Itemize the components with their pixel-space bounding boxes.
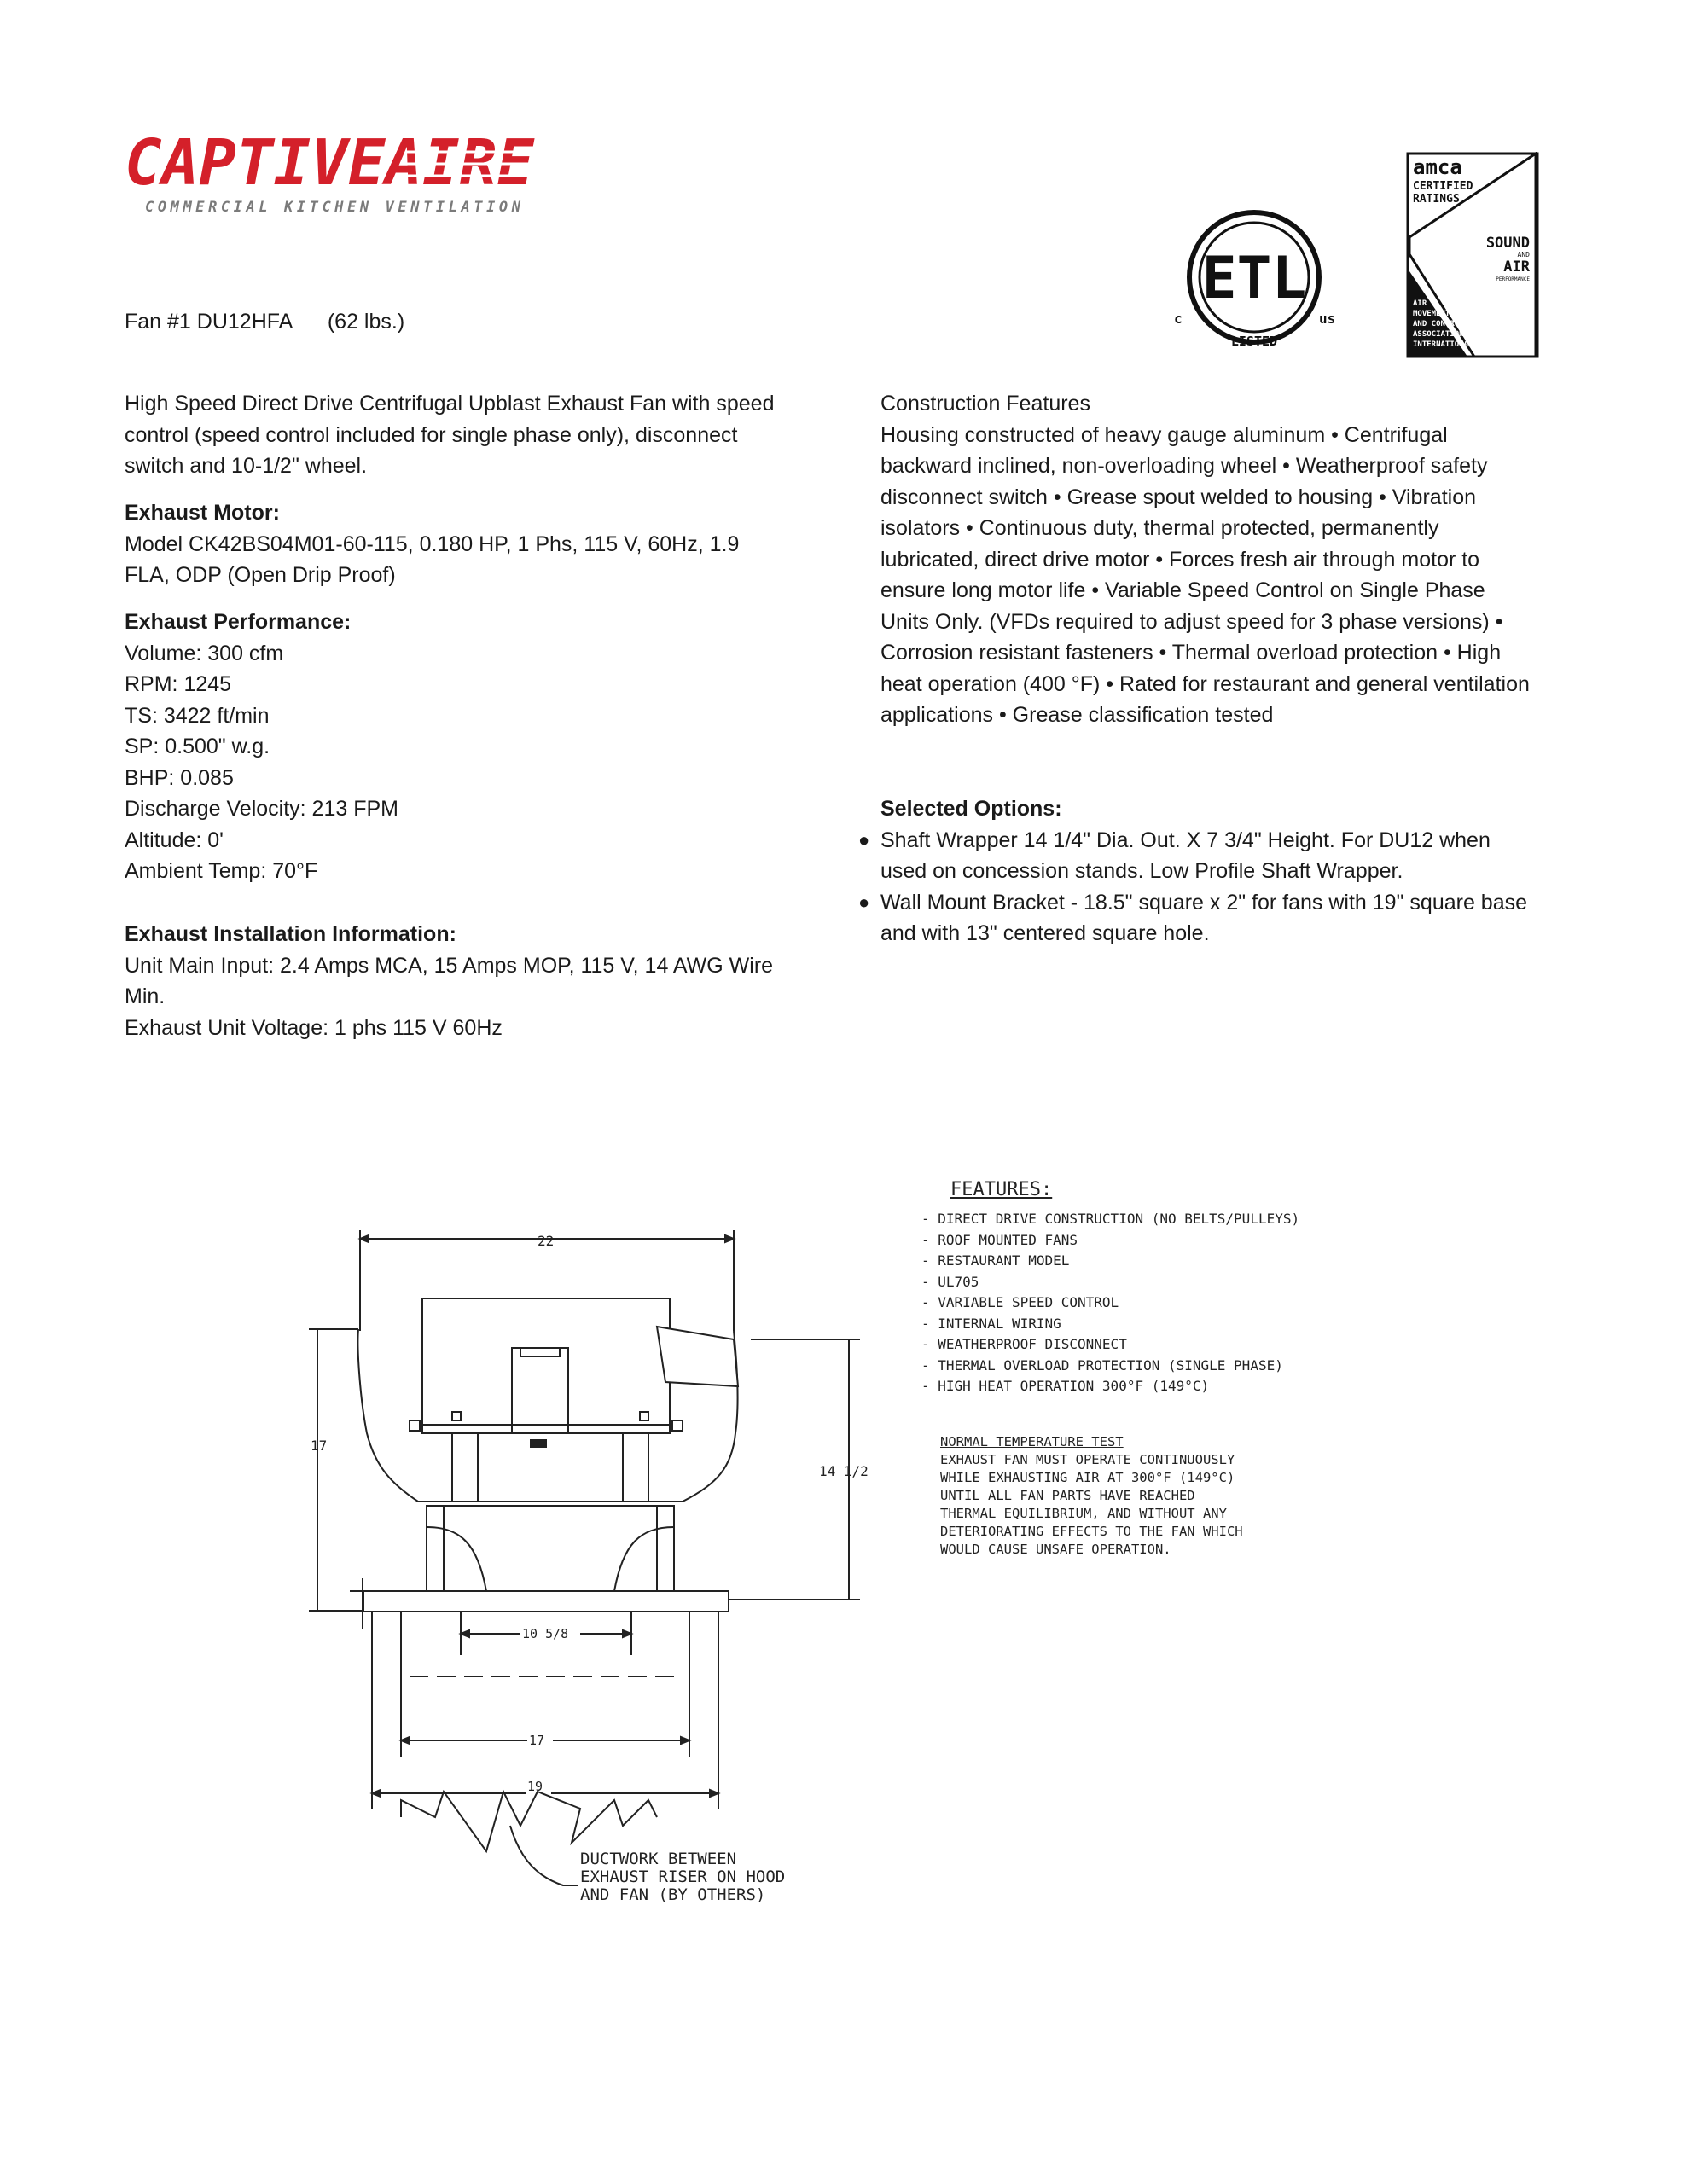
etl-mark-text: ETL xyxy=(1201,245,1307,312)
amca-org-line: INTERNATIONAL, INC. xyxy=(1413,340,1501,349)
installation-heading: Exhaust Installation Information: xyxy=(125,922,456,946)
temperature-test-line: EXHAUST FAN MUST OPERATE CONTINUOUSLY xyxy=(940,1452,1235,1467)
captiveaire-logo-graphic xyxy=(125,128,543,222)
exhaust-motor-line: Model CK42BS04M01-60-115, 0.180 HP, 1 Phs, 115 V, 60Hz, 1.9 xyxy=(125,531,740,556)
installation-line: Exhaust Unit Voltage: 1 phs 115 V 60Hz xyxy=(125,1015,503,1040)
construction-line: applications • Grease classification tested xyxy=(880,703,1274,727)
bullet-icon: ● xyxy=(858,828,870,851)
temperature-test-line: THERMAL EQUILIBRIUM, AND WITHOUT ANY xyxy=(940,1506,1227,1521)
construction-line: ensure long motor life • Variable Speed Control on Single Phase xyxy=(880,578,1485,602)
amca-org-line: ASSOCIATION xyxy=(1413,330,1464,339)
feature-item: - ROOF MOUNTED FANS xyxy=(921,1231,1078,1248)
logo-wordmark: CAPTIVEAIRE xyxy=(125,128,536,200)
construction-line: Housing constructed of heavy gauge aluminum • Centrifugal xyxy=(880,422,1448,447)
construction-line: lubricated, direct drive motor • Forces fresh air through motor to xyxy=(880,547,1480,572)
exhaust-motor-section xyxy=(125,497,807,591)
description-line: control (speed control included for single phase only), disconnect xyxy=(125,422,738,447)
temperature-test-line: DETERIORATING EFFECTS TO THE FAN WHICH xyxy=(940,1524,1243,1539)
amca-performance-text: PERFORMANCE xyxy=(1496,276,1530,282)
performance-ambient-temp: Ambient Temp: 70°F xyxy=(125,859,318,883)
fan-technical-drawing xyxy=(290,1211,887,1928)
ductwork-note-line: AND FAN (BY OTHERS) xyxy=(580,1885,766,1904)
amca-and-text: AND xyxy=(1517,251,1530,258)
amca-title: amca xyxy=(1413,155,1462,179)
amca-org-line: AND CONTROL xyxy=(1413,320,1464,328)
dim-top-label: 22 xyxy=(538,1233,555,1249)
option-item xyxy=(858,887,1563,950)
feature-item: - UL705 xyxy=(921,1273,979,1290)
option-line: and with 13" centered square hole. xyxy=(880,921,1210,945)
etl-us-text: us xyxy=(1319,311,1336,327)
option-line: Wall Mount Bracket - 18.5" square x 2" for fans with 19" square base xyxy=(880,890,1528,915)
construction-features-section xyxy=(880,388,1563,731)
fan-weight: (62 lbs.) xyxy=(327,310,405,334)
temperature-test-panel xyxy=(940,1433,1243,1559)
amca-org-line: AIR xyxy=(1413,299,1427,308)
selected-options-section xyxy=(858,793,1563,950)
dim-curb-inner-label: 17 xyxy=(529,1733,545,1748)
temperature-test-line: WOULD CAUSE UNSAFE OPERATION. xyxy=(940,1542,1171,1557)
amca-certified-seal xyxy=(1406,152,1539,358)
temperature-test-line: UNTIL ALL FAN PARTS HAVE REACHED xyxy=(940,1488,1195,1503)
performance-altitude: Altitude: 0' xyxy=(125,828,224,852)
fan-model-label: Fan #1 DU12HFA xyxy=(125,310,292,334)
etl-listed-mark xyxy=(1169,209,1339,354)
installation-line: Min. xyxy=(125,985,166,1008)
temperature-test-line: WHILE EXHAUSTING AIR AT 300°F (149°C) xyxy=(940,1470,1235,1485)
dim-inner-label: 10 5/8 xyxy=(522,1626,569,1641)
etl-c-text: c xyxy=(1174,311,1183,327)
option-item xyxy=(858,825,1563,887)
exhaust-motor-heading: Exhaust Motor: xyxy=(125,501,280,525)
construction-line: Units Only. (VFDs required to adjust speed for 3 phase versions) • xyxy=(880,609,1503,634)
etl-listed-text: LISTED xyxy=(1230,334,1278,349)
performance-bhp: BHP: 0.085 xyxy=(125,765,234,790)
dim-curb-outer-label: 19 xyxy=(527,1779,543,1794)
exhaust-performance-section xyxy=(125,607,807,887)
construction-line: isolators • Continuous duty, thermal protected, permanently xyxy=(880,516,1439,540)
option-line: Shaft Wrapper 14 1/4" Dia. Out. X 7 3/4" Height. For DU12 when xyxy=(880,828,1491,852)
fan-title xyxy=(125,306,404,338)
features-heading: FEATURES: xyxy=(950,1179,1053,1200)
ductwork-note-line: EXHAUST RISER ON HOOD xyxy=(580,1867,786,1886)
amca-sound-text: SOUND xyxy=(1485,235,1530,252)
feature-item: - WEATHERPROOF DISCONNECT xyxy=(921,1336,1127,1352)
construction-line: disconnect switch • Grease spout welded to housing • Vibration xyxy=(880,485,1476,509)
ductwork-note-line: DUCTWORK BETWEEN xyxy=(580,1850,737,1868)
description-line: High Speed Direct Drive Centrifugal Upblast Exhaust Fan with speed xyxy=(125,392,775,415)
amca-certified-text: CERTIFIED xyxy=(1413,180,1473,193)
exhaust-motor-line: FLA, ODP (Open Drip Proof) xyxy=(125,563,396,587)
ductwork-note xyxy=(580,1850,785,1904)
amca-air-text: AIR xyxy=(1503,258,1530,276)
performance-ts: TS: 3422 ft/min xyxy=(125,703,270,728)
feature-item: - DIRECT DRIVE CONSTRUCTION (NO BELTS/PULLEYS) xyxy=(921,1211,1300,1227)
dim-right-label: 14 1/2 xyxy=(819,1463,869,1479)
feature-item: - INTERNAL WIRING xyxy=(921,1315,1061,1332)
installation-line: Unit Main Input: 2.4 Amps MCA, 15 Amps MOP, 115 V, 14 AWG Wire xyxy=(125,953,774,978)
description-line: switch and 10-1/2" wheel. xyxy=(125,454,368,478)
option-line: used on concession stands. Low Profile Shaft Wrapper. xyxy=(880,859,1403,883)
construction-line: Corrosion resistant fasteners • Thermal overload protection • High xyxy=(880,641,1502,665)
performance-rpm: RPM: 1245 xyxy=(125,672,232,696)
feature-item: - RESTAURANT MODEL xyxy=(921,1252,1070,1269)
temperature-test-heading: NORMAL TEMPERATURE TEST xyxy=(940,1434,1124,1449)
construction-heading: Construction Features xyxy=(880,392,1090,415)
installation-section xyxy=(125,919,807,1043)
construction-line: heat operation (400 °F) • Rated for restaurant and general ventilation xyxy=(880,671,1530,696)
feature-item: - VARIABLE SPEED CONTROL xyxy=(921,1294,1119,1310)
construction-line: backward inclined, non-overloading wheel • Weatherproof safety xyxy=(880,454,1488,478)
selected-options-heading: Selected Options: xyxy=(880,797,1062,821)
fan-description xyxy=(125,388,807,482)
feature-item: - THERMAL OVERLOAD PROTECTION (SINGLE PHASE) xyxy=(921,1356,1283,1374)
exhaust-performance-heading: Exhaust Performance: xyxy=(125,610,352,634)
performance-volume: Volume: 300 cfm xyxy=(125,641,284,665)
amca-ratings-text: RATINGS xyxy=(1413,193,1460,206)
feature-item: - HIGH HEAT OPERATION 300°F (149°C) xyxy=(921,1378,1210,1394)
amca-org-line: MOVEMENT xyxy=(1413,310,1450,318)
captiveaire-logo xyxy=(125,128,543,222)
performance-sp: SP: 0.500" w.g. xyxy=(125,735,270,758)
performance-discharge-velocity: Discharge Velocity: 213 FPM xyxy=(125,797,398,821)
bullet-icon: ● xyxy=(858,891,870,913)
features-panel xyxy=(921,1179,1299,1397)
dim-left-label: 17 xyxy=(311,1438,328,1454)
logo-tagline: COMMERCIAL KITCHEN VENTILATION xyxy=(145,199,520,216)
